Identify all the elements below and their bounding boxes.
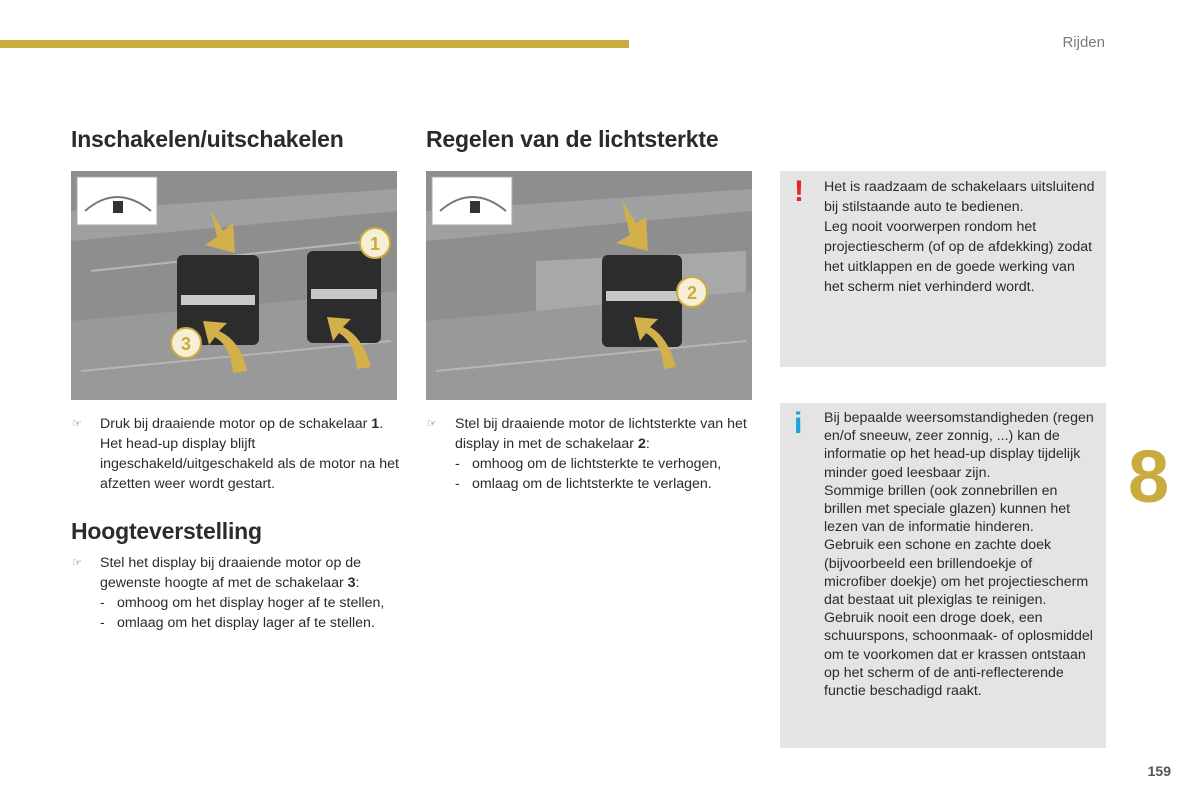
warning-paragraph: Leg nooit voorwerpen rondom het projectiescherm (of op de afdekking) zodat het uitklappen en de goede werking van het scherm niet verhinderd wordt. xyxy=(824,219,1093,295)
pointing-hand-icon: ☞ xyxy=(72,557,82,569)
section-tag: Rijden xyxy=(1062,34,1105,51)
warning-icon: ! xyxy=(794,175,804,208)
switch-number: 2 xyxy=(637,436,646,452)
dash-item: omlaag om de lichtsterkte te verlagen. xyxy=(472,476,712,492)
info-paragraph: Gebruik een schone en zachte doek (bijvoorbeeld een brillendoekje of microfiber doekje) om het projectiescherm dat bestaat uit plexiglas te reinigen. Gebruik nooit een droge doek, een schuurspons, schoonmaak- of oplosmiddel om te voorkomen dat er krassen ontstaan op het scherm of de anti-reflecterende functie beschadigd raakt. xyxy=(824,537,1093,700)
warning-note xyxy=(780,171,1106,367)
instruction-text-end: . Het head-up display blijft ingeschakeld/uitgeschakeld als de motor na het afzetten weer wordt gestart. xyxy=(100,416,399,492)
info-paragraph: Sommige brillen (ook zonnebrillen en brillen met speciale glazen) kunnen het lezen van de informatie hinderen. xyxy=(824,482,1071,536)
callout-3: 3 xyxy=(180,334,192,354)
header-accent-bar xyxy=(0,40,629,48)
heading-hoogteverstelling: Hoogteverstelling xyxy=(71,518,262,544)
instruction-text-end: : xyxy=(355,575,360,591)
instruction-text: Druk bij draaiende motor op de schakelaar xyxy=(100,416,372,432)
instruction-text: Stel het display bij draaiende motor op de gewenste hoogte af met de schakelaar xyxy=(100,555,362,591)
info-paragraph: Bij bepaalde weersomstandigheden (regen en/of sneeuw, zeer zonnig, ...) kan de informatie op het head-up display tijdelijk minder goed leesbaar zijn. xyxy=(824,410,1094,481)
heading-inschakelen: Inschakelen/uitschakelen xyxy=(71,126,344,152)
instruction-text-end: : xyxy=(645,436,650,452)
callout-2: 2 xyxy=(686,283,698,303)
regelen-instructions: ☞ Stel bij draaiende motor de lichtsterkte van het display in met de schakelaar 2: - omhoog om de lichtsterkte te verhogen, - omlaag om de lichtsterkte te verlagen. xyxy=(427,416,747,492)
instruction-text: Stel bij draaiende motor de lichtsterkte van het display in met de schakelaar xyxy=(455,416,747,452)
callout-1: 1 xyxy=(369,234,381,254)
dash-item: omhoog om de lichtsterkte te verhogen, xyxy=(472,456,722,472)
warning-paragraph: Het is raadzaam de schakelaars uitsluitend bij stilstaande auto te bedienen. xyxy=(824,179,1095,215)
info-icon: i xyxy=(794,407,803,440)
pointing-hand-icon: ☞ xyxy=(427,418,437,430)
switch-number: 1 xyxy=(371,416,380,432)
heading-regelen: Regelen van de lichtsterkte xyxy=(426,126,719,152)
hoogte-instructions: ☞ Stel het display bij draaiende motor op de gewenste hoogte af met de schakelaar 3: - omhoog om het display hoger af te stellen, - omlaag om het display lager af te stellen. xyxy=(72,555,385,631)
hud-switch-illustration xyxy=(71,171,397,400)
page-number: 159 xyxy=(1147,763,1171,779)
inschakelen-instructions xyxy=(71,414,401,494)
info-note xyxy=(780,403,1106,748)
switch-number: 3 xyxy=(347,575,356,591)
pointing-hand-icon: ☞ xyxy=(72,418,82,430)
brightness-switch-illustration xyxy=(426,171,752,400)
dash-item: omlaag om het display lager af te stellen. xyxy=(117,615,375,631)
dash-item: omhoog om het display hoger af te stellen, xyxy=(117,595,385,611)
chapter-number: 8 xyxy=(1128,435,1170,518)
